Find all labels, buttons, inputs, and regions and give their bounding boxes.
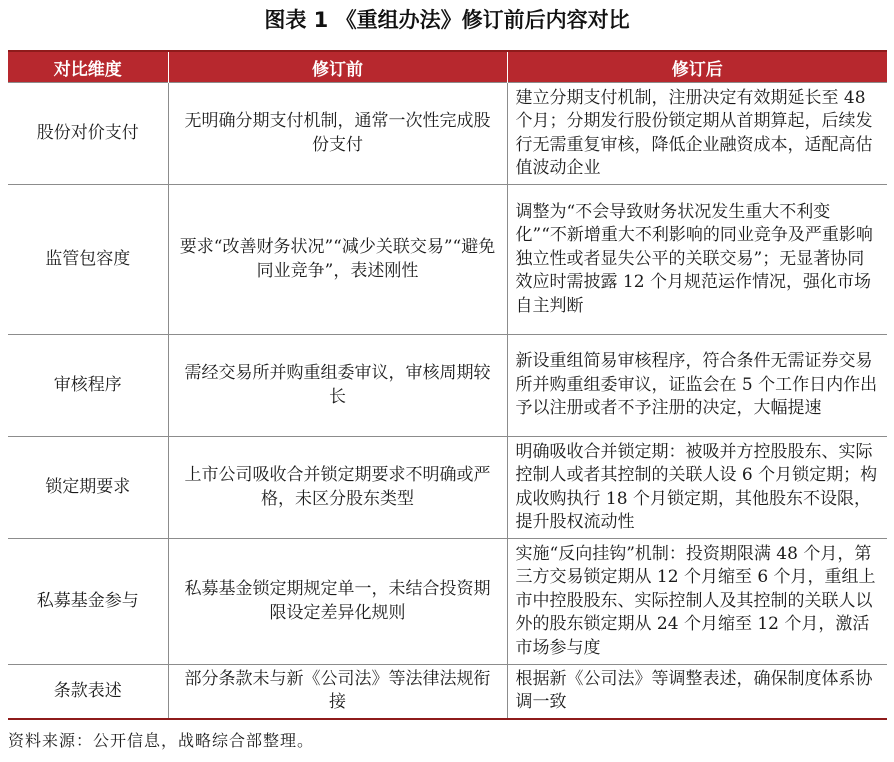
table-title: 图表 1 《重组办法》修订前后内容对比	[264, 8, 630, 32]
table-row	[8, 437, 887, 539]
before-cell: 部分条款未与新《公司法》等法律法规衔接	[168, 665, 507, 719]
table-row	[8, 185, 887, 335]
comparison-table	[8, 50, 887, 720]
table-row	[8, 539, 887, 665]
table-row	[8, 665, 887, 719]
before-cell: 无明确分期支付机制，通常一次性完成股份支付	[168, 83, 507, 185]
dimension-cell: 审核程序	[8, 335, 168, 437]
before-cell: 需经交易所并购重组委审议，审核周期较长	[168, 335, 507, 437]
before-cell: 上市公司吸收合并锁定期要求不明确或严格，未区分股东类型	[168, 437, 507, 539]
header-dimension: 对比维度	[8, 51, 168, 83]
source-note: 资料来源：公开信息，战略综合部整理。	[8, 731, 315, 750]
dimension-cell: 条款表述	[8, 665, 168, 719]
after-cell: 明确吸收合并锁定期：被吸并方控股股东、实际控制人或者其控制的关联人设 6 个月锁定期；构成收购执行 18 个月锁定期，其他股东不设限，提升股权流动性	[507, 437, 887, 539]
after-cell: 根据新《公司法》等调整表述，确保制度体系协调一致	[507, 665, 887, 719]
before-cell: 要求“改善财务状况”“减少关联交易”“避免同业竞争”，表述刚性	[168, 185, 507, 335]
after-cell: 建立分期支付机制，注册决定有效期延长至 48 个月；分期发行股份锁定期从首期算起，后续发行无需重复审核，降低企业融资成本，适配高估值波动企业	[507, 83, 887, 185]
table-row	[8, 83, 887, 185]
header-row	[8, 51, 887, 83]
after-cell: 调整为“不会导致财务状况发生重大不利变化”“不新增重大不利影响的同业竞争及严重影响独立性或者显失公平的关联交易”；无显著协同效应时需披露 12 个月规范运作情况，强化市场自主判断	[507, 185, 887, 335]
dimension-cell: 私募基金参与	[8, 539, 168, 665]
after-cell: 新设重组简易审核程序，符合条件无需证券交易所并购重组委审议，证监会在 5 个工作日内作出予以注册或者不予注册的决定，大幅提速	[507, 335, 887, 437]
header-before: 修订前	[168, 51, 507, 83]
after-cell: 实施“反向挂钩”机制：投资期限满 48 个月，第三方交易锁定期从 12 个月缩至 6 个月，重组上市中控股股东、实际控制人及其控制的关联人以外的股东锁定期从 24 个月缩至 12 个月，激活市场参与度	[507, 539, 887, 665]
table-row	[8, 335, 887, 437]
before-cell: 私募基金锁定期规定单一，未结合投资期限设定差异化规则	[168, 539, 507, 665]
dimension-cell: 股份对价支付	[8, 83, 168, 185]
dimension-cell: 监管包容度	[8, 185, 168, 335]
dimension-cell: 锁定期要求	[8, 437, 168, 539]
header-after: 修订后	[507, 51, 887, 83]
